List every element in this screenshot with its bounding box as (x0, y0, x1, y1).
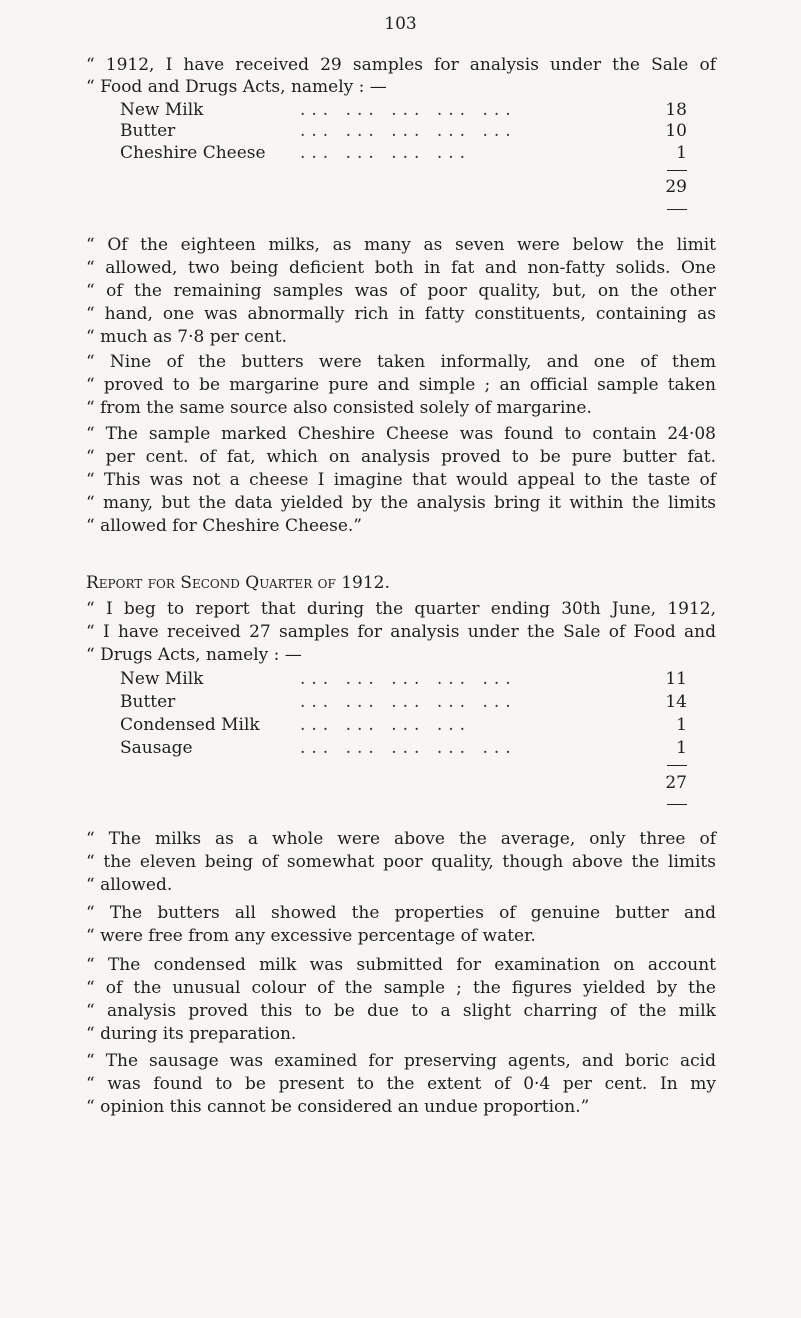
text-line: “ The milks as a whole were above the average, only three of (86, 829, 716, 849)
list-item-value: 1 (676, 715, 687, 735)
section-heading: Report for Second Quarter of 1912. (86, 573, 390, 593)
text-line: “ Of the eighteen milks, as many as seven were below the limit (86, 235, 716, 255)
sum-rule (667, 765, 687, 766)
leader-dots: ... ... ... ... ... (300, 121, 517, 141)
list-item-label: New Milk (120, 100, 204, 120)
text-line: “ hand, one was abnormally rich in fatty constituents, containing as (86, 304, 716, 324)
leader-dots: ... ... ... ... ... (300, 100, 517, 120)
text-line: “ proved to be margarine pure and simple ; an official sample taken (86, 375, 716, 395)
text-line: “ many, but the data yielded by the analysis bring it within the limits (86, 493, 716, 513)
text-line: “ allowed for Cheshire Cheese.” (86, 516, 362, 536)
list-item-value: 1 (676, 738, 687, 758)
text-line: “ This was not a cheese I imagine that would appeal to the taste of (86, 470, 716, 490)
list-total: 27 (665, 773, 687, 793)
text-line: “ during its preparation. (86, 1024, 297, 1044)
list-total: 29 (665, 177, 687, 197)
text-line: “ from the same source also consisted solely of margarine. (86, 398, 592, 418)
text-line: “ much as 7·8 per cent. (86, 327, 287, 347)
text-line: “ was found to be present to the extent of 0·4 per cent. In my (86, 1074, 716, 1094)
leader-dots: ... ... ... ... ... (300, 669, 517, 689)
intro-line: “ Drugs Acts, namely : — (86, 645, 302, 665)
intro-line: “ I beg to report that during the quarter ending 30th June, 1912, (86, 599, 716, 619)
text-line: “ of the remaining samples was of poor quality, but, on the other (86, 281, 716, 301)
list-item-value: 10 (665, 121, 687, 141)
list-item-value: 14 (665, 692, 687, 712)
leader-dots: ... ... ... ... (300, 715, 472, 735)
text-line: “ The butters all showed the properties of genuine butter and (86, 903, 716, 923)
leader-dots: ... ... ... ... (300, 143, 472, 163)
sum-rule (667, 170, 687, 171)
list-item-value: 18 (665, 100, 687, 120)
text-line: “ per cent. of fat, which on analysis proved to be pure butter fat. (86, 447, 716, 467)
text-line: “ Nine of the butters were taken informally, and one of them (86, 352, 716, 372)
sum-rule (667, 804, 687, 805)
list-item-label: Butter (120, 692, 176, 712)
list-item-label: Cheshire Cheese (120, 143, 266, 163)
text-line: “ analysis proved this to be due to a slight charring of the milk (86, 1001, 716, 1021)
list-item-label: Butter (120, 121, 176, 141)
leader-dots: ... ... ... ... ... (300, 738, 517, 758)
text-line: “ the eleven being of somewhat poor quality, though above the limits (86, 852, 716, 872)
text-line: “ The sausage was examined for preserving agents, and boric acid (86, 1051, 716, 1071)
list-item-value: 1 (676, 143, 687, 163)
text-line: “ allowed, two being deficient both in fat and non-fatty solids. One (86, 258, 716, 278)
text-line: “ allowed. (86, 875, 173, 895)
text-line: “ The condensed milk was submitted for examination on account (86, 955, 716, 975)
sum-rule (667, 209, 687, 210)
intro-line: “ 1912, I have received 29 samples for analysis under the Sale of (86, 55, 716, 75)
intro-line: “ I have received 27 samples for analysis under the Sale of Food and (86, 622, 716, 642)
list-item-label: Sausage (120, 738, 193, 758)
text-line: “ of the unusual colour of the sample ; the figures yielded by the (86, 978, 716, 998)
list-item-label: New Milk (120, 669, 204, 689)
leader-dots: ... ... ... ... ... (300, 692, 517, 712)
text-line: “ were free from any excessive percentage of water. (86, 926, 536, 946)
list-item-value: 11 (665, 669, 687, 689)
page-number: 103 (384, 14, 417, 34)
list-item-label: Condensed Milk (120, 715, 260, 735)
text-line: “ The sample marked Cheshire Cheese was found to contain 24·08 (86, 424, 716, 444)
text-line: “ opinion this cannot be considered an undue proportion.” (86, 1097, 590, 1117)
intro-line: “ Food and Drugs Acts, namely : — (86, 77, 387, 97)
